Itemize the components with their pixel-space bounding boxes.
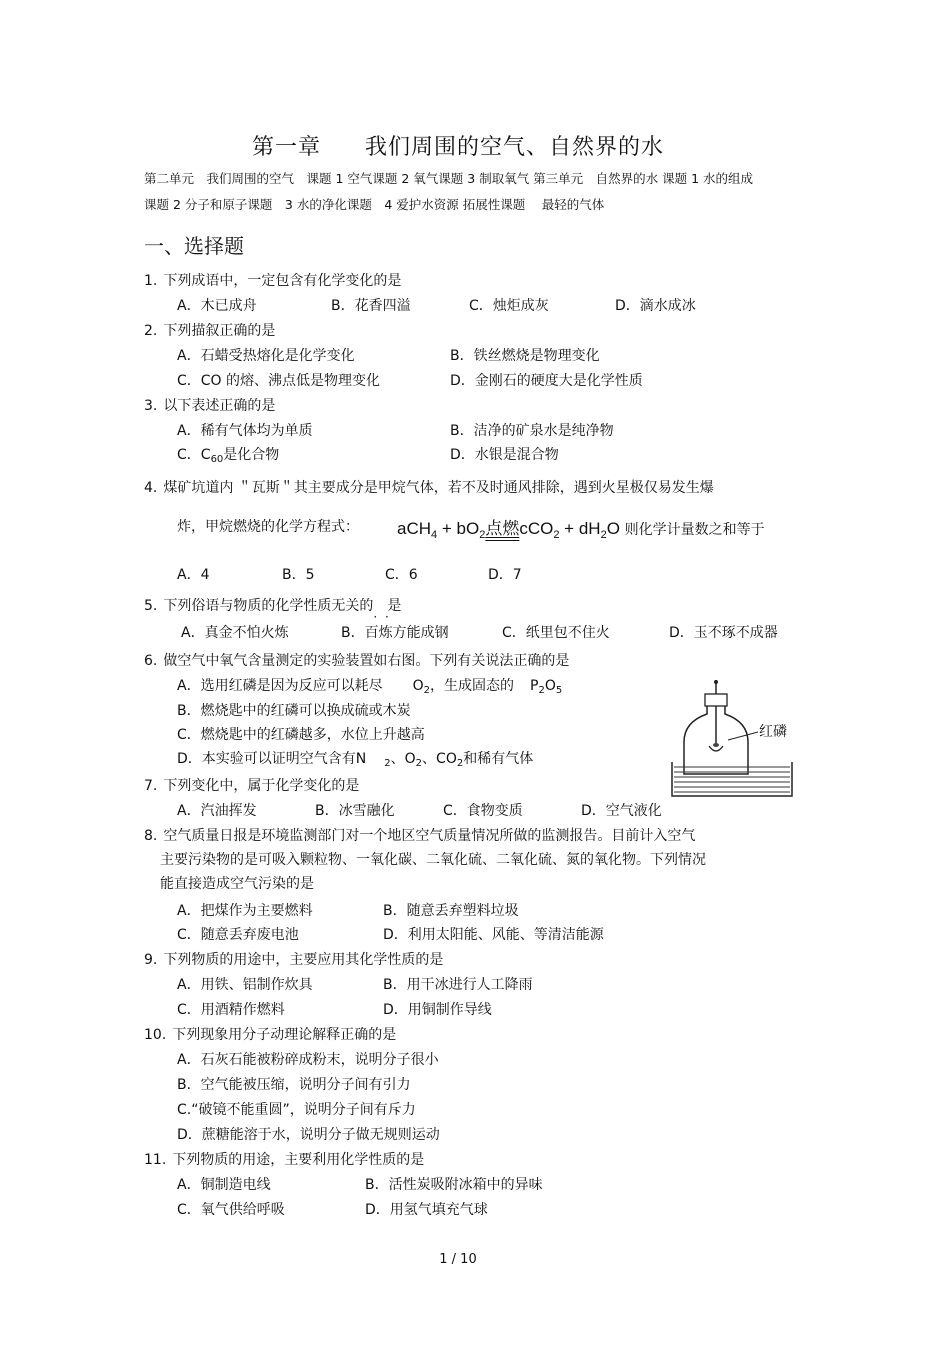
q8-option-c: C．随意丢弃废电池 <box>177 927 299 943</box>
contents-line-2: 课题 2 分子和原子课题 3 水的净化课题 4 爱护水资源 拓展性课题 最轻的气体 <box>144 197 605 212</box>
q9-option-a: A．用铁、铝制作炊具 <box>177 977 313 993</box>
question-8: 8. 空气质量日报是环境监测部门对一个地区空气质量情况所做的监测报告。目前计入空气 <box>144 828 696 844</box>
q3-option-d: D．水银是混合物 <box>450 447 559 463</box>
q7-option-b: B．冰雪融化 <box>315 803 395 819</box>
chapter-number: 第一章 <box>251 135 321 160</box>
q8-option-a: A．把煤作为主要燃料 <box>177 903 313 919</box>
question-6: 6. 做空气中氧气含量测定的实验装置如右图。下列有关说法正确的是 <box>144 653 570 669</box>
chapter-name: 我们周围的空气、自然界的水 <box>365 135 665 160</box>
q8-option-d: D．利用太阳能、风能、等清洁能源 <box>383 927 604 943</box>
q10-option-c: C.“破镜不能重圆”，说明分子间有斥力 <box>177 1102 416 1118</box>
question-11: 11. 下列物质的用途，主要利用化学性质的是 <box>144 1152 425 1168</box>
q4-option-d: D．7 <box>488 567 522 583</box>
question-7: 7. 下列变化中，属于化学变化的是 <box>144 778 360 794</box>
unit-contents <box>144 166 814 218</box>
q7-option-d: D．空气液化 <box>581 803 662 819</box>
chapter-title <box>0 130 916 161</box>
water-surface <box>674 767 790 792</box>
q1-option-c: C．烛炬成灰 <box>469 298 549 314</box>
q2-option-c: C．CO 的熔、沸点低是物理变化 <box>177 373 381 389</box>
q3-option-b: B．洁净的矿泉水是纯净物 <box>450 423 614 439</box>
q9-option-d: D．用铜制作导线 <box>383 1002 492 1018</box>
page-number: 1 / 10 <box>439 1252 477 1267</box>
methane-combustion-equation: $aCH_4 + bO_2$点燃$cCO_2 + dH_2O$ 则化学计量数之和等于 <box>397 519 765 541</box>
section-heading: 一、选择题 <box>144 234 244 258</box>
question-10: 10. 下列现象用分子动理论解释正确的是 <box>144 1027 397 1043</box>
question-3: 3. 以下表述正确的是 <box>144 398 276 414</box>
question-5: 5. 下列俗语与物质的化学性质无关的 · · 是 <box>144 597 401 615</box>
q5-option-a: A．真金不怕火炼 <box>181 625 289 641</box>
q6-option-b: B．燃烧匙中的红磷可以换成硫或木炭 <box>177 703 411 719</box>
oxygen-measurement-apparatus <box>668 676 798 800</box>
red-phosphorus-label: 红磷 <box>759 724 787 740</box>
question-8-line-3: 能直接造成空气污染的是 <box>160 876 314 892</box>
q2-option-b: B．铁丝燃烧是物理变化 <box>450 348 600 364</box>
q5-option-c: C．纸里包不住火 <box>502 625 610 641</box>
q6-option-a: A．选用红磷是因为反应可以耗尽 $O_2$，生成固态的 $P_2O_5$ <box>177 678 563 696</box>
q9-option-c: C．用酒精作燃料 <box>177 1002 285 1018</box>
q4-option-b: B．5 <box>282 567 315 583</box>
q11-option-d: D．用氢气填充气球 <box>365 1202 488 1218</box>
question-1: 1. 下列成语中，一定包含有化学变化的是 <box>144 273 402 289</box>
stopper <box>705 694 727 706</box>
q7-option-a: A．汽油挥发 <box>177 803 257 819</box>
q1-option-b: B．花香四溢 <box>331 298 411 314</box>
q4-option-a: A．4 <box>177 567 210 583</box>
question-4: 4. 煤矿坑道内 ＂瓦斯＂其主要成分是甲烷气体，若不及时通风排除，遇到火星极仅易发生爆 <box>144 480 714 496</box>
contents-line-1: 第二单元 我们周围的空气 课题 1 空气课题 2 氧气课题 3 制取氧气 第三单元 自然界的水 课题 1 水的组成 <box>144 171 754 186</box>
q10-option-d: D．蔗糖能溶于水，说明分子做无规则运动 <box>177 1127 440 1143</box>
question-8-line-2: 主要污染物的是可吸入颗粒物、一氧化碳、二氧化硫、二氧化硫、氮的氧化物。下列情况 <box>160 852 706 868</box>
q5-option-b: B．百炼方能成钢 <box>341 625 449 641</box>
q9-option-b: B．用干冰进行人工降雨 <box>383 977 533 993</box>
q8-option-b: B．随意丢弃塑料垃圾 <box>383 903 519 919</box>
q1-option-d: D．滴水成冰 <box>615 298 696 314</box>
red-phosphorus <box>713 743 719 747</box>
q11-option-c: C．氧气供给呼吸 <box>177 1202 285 1218</box>
q2-option-a: A．石蜡受热熔化是化学变化 <box>177 348 355 364</box>
q6-option-c: C．燃烧匙中的红磷越多，水位上升越高 <box>177 727 425 743</box>
q4-option-c: C．6 <box>385 567 418 583</box>
q11-option-b: B．活性炭吸附冰箱中的异味 <box>365 1177 543 1193</box>
question-4-continued: 炸，甲烷燃烧的化学方程式： <box>177 519 359 535</box>
rod-top <box>714 680 718 684</box>
reaction-condition: 点燃 <box>485 519 520 538</box>
question-9: 9. 下列物质的用途中，主要应用其化学性质的是 <box>144 952 444 968</box>
q6-option-d: D．本实验可以证明空气含有N $_2$、$O_2$、$CO_2$和稀有气体 <box>177 751 534 769</box>
q3-option-c: C．$C_{60}$是化合物 <box>177 447 280 465</box>
q11-option-a: A．铜制造电线 <box>177 1177 271 1193</box>
question-2: 2. 下列描叙正确的是 <box>144 323 276 339</box>
q1-option-a: A．木已成舟 <box>177 298 257 314</box>
q10-option-b: B．空气能被压缩，说明分子间有引力 <box>177 1077 411 1093</box>
q2-option-d: D．金刚石的硬度大是化学性质 <box>450 373 643 389</box>
q10-option-a: A．石灰石能被粉碎成粉末，说明分子很小 <box>177 1052 439 1068</box>
q3-option-a: A．稀有气体均为单质 <box>177 423 313 439</box>
q7-option-c: C．食物变质 <box>443 803 523 819</box>
label-pointer <box>728 732 758 740</box>
q5-option-d: D．玉不琢不成器 <box>669 625 778 641</box>
